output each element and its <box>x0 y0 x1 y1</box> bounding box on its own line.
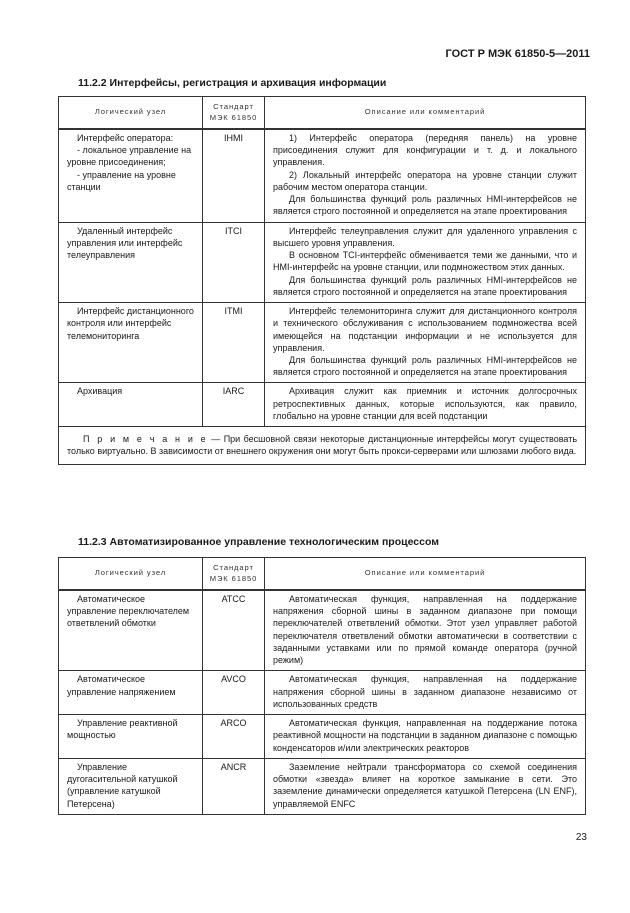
node-cell <box>59 383 203 427</box>
description-text: Автоматическая функция, направленная на поддержание напряжения сборной шины в заданном диапазоне независимо от использованных средств <box>273 674 577 709</box>
description-text: Автоматическая функция, направленная на поддержание потока реактивной мощности на подстанции в заданном диапазоне с помощью конденсаторов и/или электрических реакторов <box>273 718 577 753</box>
node-cell <box>59 303 203 383</box>
document-header: ГОСТ Р МЭК 61850-5—2011 <box>445 48 590 60</box>
description-text: Для большинства функций роль различных HMI-интерфейсов не является строго постоянной и определяется на этапе проектирования <box>273 354 577 378</box>
description-cell <box>265 129 586 222</box>
description-cell <box>265 222 586 302</box>
node-text: Интерфейс дистанционного контроля или интерфейс телемониторинга <box>67 306 194 341</box>
column-header-standard: Стандарт МЭК 61850 <box>203 97 265 130</box>
column-header-node: Логический узел <box>59 558 203 591</box>
note-text <box>67 433 577 457</box>
node-cell <box>59 590 203 671</box>
standard-code: ANCR <box>203 758 265 814</box>
node-cell <box>59 222 203 302</box>
node-text: Автоматическое управление напряжением <box>67 674 176 697</box>
node-text: - локальное управление на уровне присоединения; <box>67 145 192 168</box>
table-header-row <box>59 558 586 591</box>
description-text: Для большинства функций роль различных HMI-интерфейсов не является строго постоянной и определяется на этапе проектирования <box>273 274 577 297</box>
description-text: Автоматическая функция, направленная на поддержание напряжения сборной шины в заданном диапазоне при помощи переключателей ответвлений обмотки. Этот узел управляет работой переключателя ответвлений обмотки автоматически в соответствии с заданными уставками или по прямой команде оператора (ручной режим) <box>273 594 577 666</box>
standard-code: ITMI <box>203 303 265 383</box>
table-row <box>59 715 586 759</box>
page-number: 23 <box>575 832 587 843</box>
description-text: Заземление нейтрали трансформатора со схемой соединения обмотки «звезда» влияет на короткое замыкание в сети. Это заземление динамически определяется катушкой Петерсена (LN ENF), управляемой ENFC <box>273 761 577 809</box>
note-label: П р и м е ч а н и е <box>83 434 208 445</box>
standard-code: AVCO <box>203 671 265 715</box>
description-text: Архивация служит как приемник и источник долгосрочных ретроспективных данных, которые используются, как правило, глобально на уровне станции для всей подстанции <box>273 386 577 421</box>
node-text: Интерфейс оператора: <box>77 133 174 143</box>
node-text: Архивация <box>77 386 123 397</box>
table-row <box>59 671 586 715</box>
standard-code: IHMI <box>203 129 265 222</box>
standard-code: ARCO <box>203 715 265 759</box>
description-cell <box>265 383 586 427</box>
node-cell <box>59 129 203 222</box>
table-row <box>59 383 586 427</box>
node-text: Управление дугогасительной катушкой (управление катушкой Петерсена) <box>67 761 178 809</box>
note-cell <box>59 427 586 464</box>
column-header-description: Описание или комментарий <box>265 97 586 130</box>
interfaces-table <box>58 96 586 465</box>
description-text: Интерфейс телемониторинга служит для дистанционного контроля и технического обслуживания с использованием подмножества всей имеющейся на подстанции информации и не используется для управления. <box>273 306 577 353</box>
process-control-table <box>58 557 586 815</box>
table-row <box>59 303 586 383</box>
table-row <box>59 222 586 302</box>
column-header-standard: Стандарт МЭК 61850 <box>203 558 265 591</box>
description-cell <box>265 303 586 383</box>
description-text: В основном TCI-интерфейс обменивается теми же данными, что и HMI-интерфейс на уровне станции, или подмножеством этих данных. <box>273 250 577 273</box>
description-text: 1) Интерфейс оператора (передняя панель) на уровне присоединения служит для конфигурации и т. д. и локального управления. <box>273 133 577 168</box>
section-title-interfaces: 11.2.2 Интерфейсы, регистрация и архивация информации <box>78 77 387 89</box>
node-text: Управление реактивной мощностью <box>67 718 178 741</box>
node-cell <box>59 671 203 715</box>
node-text: - управление на уровне станции <box>67 169 176 192</box>
note-row <box>59 427 586 464</box>
column-header-description: Описание или комментарий <box>265 558 586 591</box>
description-cell <box>265 671 586 715</box>
column-header-node: Логический узел <box>59 97 203 130</box>
description-cell <box>265 715 586 759</box>
node-text: Удаленный интерфейс управления или интерфейс телеуправления <box>67 225 183 261</box>
table-header-row <box>59 97 586 130</box>
node-text: Автоматическое управление переключателем ответвлений обмотки <box>67 594 190 629</box>
section-title-process-control: 11.2.3 Автоматизированное управление технологическим процессом <box>78 536 439 548</box>
description-text: Интерфейс телеуправления служит для удаленного управления с высшего уровня управления. <box>273 225 577 248</box>
node-cell <box>59 758 203 814</box>
note-body: — При бесшовной связи некоторые дистанционные интерфейсы могут существовать только виртуально. В зависимости от внешнего окружения они могут быть прокси-серверами или шлюзами любого вида. <box>67 434 578 457</box>
table-row <box>59 590 586 671</box>
table-row <box>59 129 586 222</box>
description-cell <box>265 590 586 671</box>
description-text: Для большинства функций роль различных HMI-интерфейсов не является строго постоянной и определяется на этапе проектирования <box>273 194 577 217</box>
standard-code: ATCC <box>203 590 265 671</box>
node-cell <box>59 715 203 759</box>
description-text: 2) Локальный интерфейс оператора на уровне станции служит рабочим местом оператора станции. <box>273 169 577 192</box>
standard-code: ITCI <box>203 222 265 302</box>
table-row <box>59 758 586 814</box>
standard-code: IARC <box>203 383 265 427</box>
description-cell <box>265 758 586 814</box>
